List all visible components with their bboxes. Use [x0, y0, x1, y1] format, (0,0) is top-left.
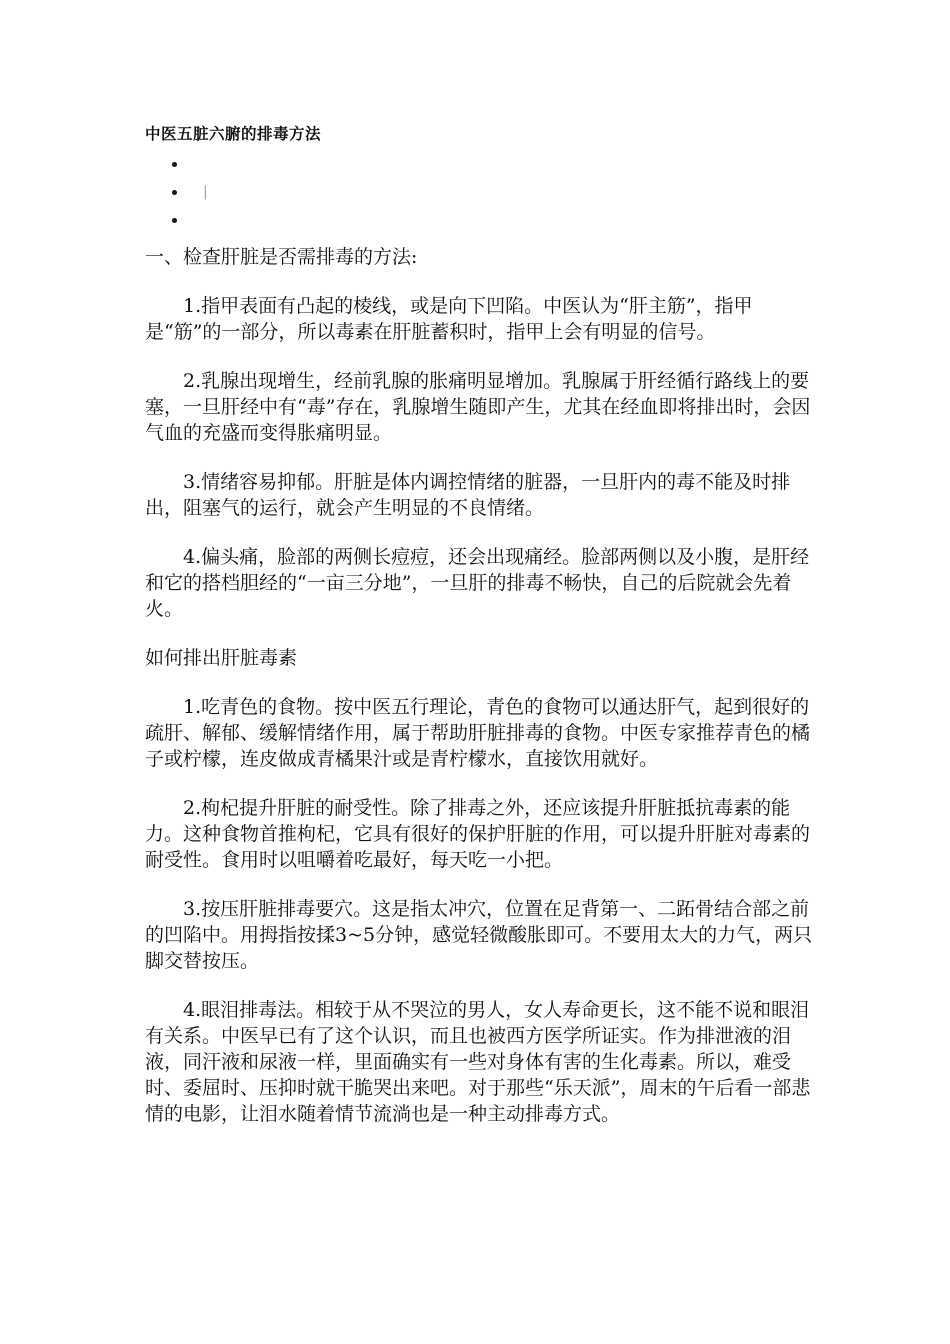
- document-title: 中医五脏六腑的排毒方法: [145, 125, 322, 143]
- paragraph-item: 1.吃青色的食物。按中医五行理论，青色的食物可以通达肝气，起到很好的疏肝、解郁、缓解情绪作用，属于帮助肝脏排毒的食物。中医专家推荐青色的橘子或柠檬，连皮做成青橘果汁或是青柠檬水，直接饮用就好。: [145, 696, 811, 770]
- document-page: [145, 122, 813, 1150]
- bullet-item: [145, 150, 813, 178]
- paragraph-item: 2.乳腺出现增生，经前乳腺的胀痛明显增加。乳腺属于肝经循行路线上的要塞，一旦肝经中有“毒”存在，乳腺增生随即产生，尤其在经血即将排出时，会因气血的充盛而变得胀痛明显。: [145, 370, 811, 444]
- section-heading-liver-detox: 如何排出肝脏毒素: [145, 647, 298, 669]
- paragraph-item: 4.眼泪排毒法。相较于从不哭泣的男人，女人寿命更长，这不能不说和眼泪有关系。中医早已有了这个认识，而且也被西方医学所证实。作为排泄液的泪液，同汗液和尿液一样，里面确实有一些对身体有害的生化毒素。所以，难受时、委屈时、压抑时就干脆哭出来吧。对于那些“乐天派”，周末的午后看一部悲情的电影，让泪水随着情节流淌也是一种主动排毒方式。: [145, 999, 811, 1125]
- paragraph-item: 3.按压肝脏排毒要穴。这是指太冲穴，位置在足背第一、二跖骨结合部之前的凹陷中。用拇指按揉3~5分钟，感觉轻微酸胀即可。不要用太大的力气，两只脚交替按压。: [145, 898, 813, 972]
- bullet-item: [145, 206, 813, 234]
- paragraph-item: 4.偏头痛，脸部的两侧长痘痘，还会出现痛经。脸部两侧以及小腹，是肝经和它的搭档胆经的“一亩三分地”，一旦肝的排毒不畅快，自己的后院就会先着火。: [145, 546, 810, 620]
- section-heading-liver-check: 一、检查肝脏是否需排毒的方法:: [145, 246, 418, 268]
- paragraph-item: 1.指甲表面有凸起的棱线，或是向下凹陷。中医认为“肝主筋”，指甲是“筋”的一部分，所以毒素在肝脏蓄积时，指甲上会有明显的信号。: [145, 295, 753, 343]
- paragraph-item: 2.枸杞提升肝脏的耐受性。除了排毒之外，还应该提升肝脏抵抗毒素的能力。这种食物首推枸杞，它具有很好的保护肝脏的作用，可以提升肝脏对毒素的耐受性。食用时以咀嚼着吃最好，每天吃一小把。: [145, 797, 811, 871]
- document-body: [145, 244, 813, 1127]
- bullet-item: |: [145, 178, 813, 206]
- bullet-list: [145, 150, 813, 234]
- paragraph-item: 3.情绪容易抑郁。肝脏是体内调控情绪的脏器，一旦肝内的毒不能及时排出，阻塞气的运行，就会产生明显的不良情绪。: [145, 471, 791, 519]
